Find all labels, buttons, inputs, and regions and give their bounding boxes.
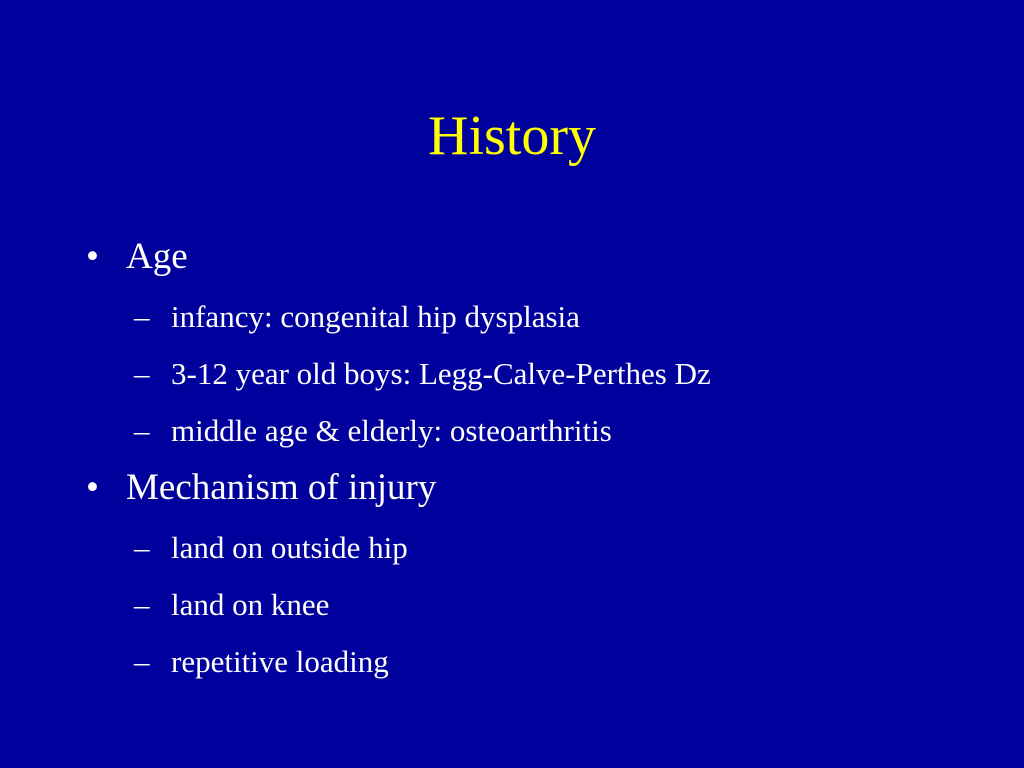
sub-item-label: middle age & elderly: osteoarthritis	[171, 413, 612, 448]
bullet-item	[86, 463, 986, 513]
bullet-group-age	[86, 232, 986, 453]
dash-icon: –	[134, 299, 150, 334]
sub-item-label: repetitive loading	[171, 644, 389, 679]
dash-icon: –	[134, 413, 150, 448]
sub-item	[134, 352, 986, 396]
dash-icon: –	[134, 530, 150, 565]
bullet-label: Mechanism of injury	[126, 467, 437, 508]
dash-icon: –	[134, 644, 150, 679]
sub-item	[134, 409, 986, 453]
bullet-label: Age	[126, 236, 188, 277]
bullet-dot-icon: •	[86, 236, 99, 277]
sub-item-label: land on knee	[171, 587, 330, 622]
sub-item	[134, 526, 986, 570]
sub-item-label: 3-12 year old boys: Legg-Calve-Perthes Dz	[171, 356, 711, 391]
bullet-dot-icon: •	[86, 467, 99, 508]
sub-item	[134, 640, 986, 684]
sub-item	[134, 583, 986, 627]
slide-title: History	[428, 105, 596, 167]
dash-icon: –	[134, 356, 150, 391]
bullet-group-mechanism	[86, 463, 986, 684]
bullet-item	[86, 232, 986, 282]
sub-item-label: infancy: congenital hip dysplasia	[171, 299, 580, 334]
slide-content	[86, 232, 986, 684]
sub-item	[134, 295, 986, 339]
sub-item-label: land on outside hip	[171, 530, 408, 565]
dash-icon: –	[134, 587, 150, 622]
